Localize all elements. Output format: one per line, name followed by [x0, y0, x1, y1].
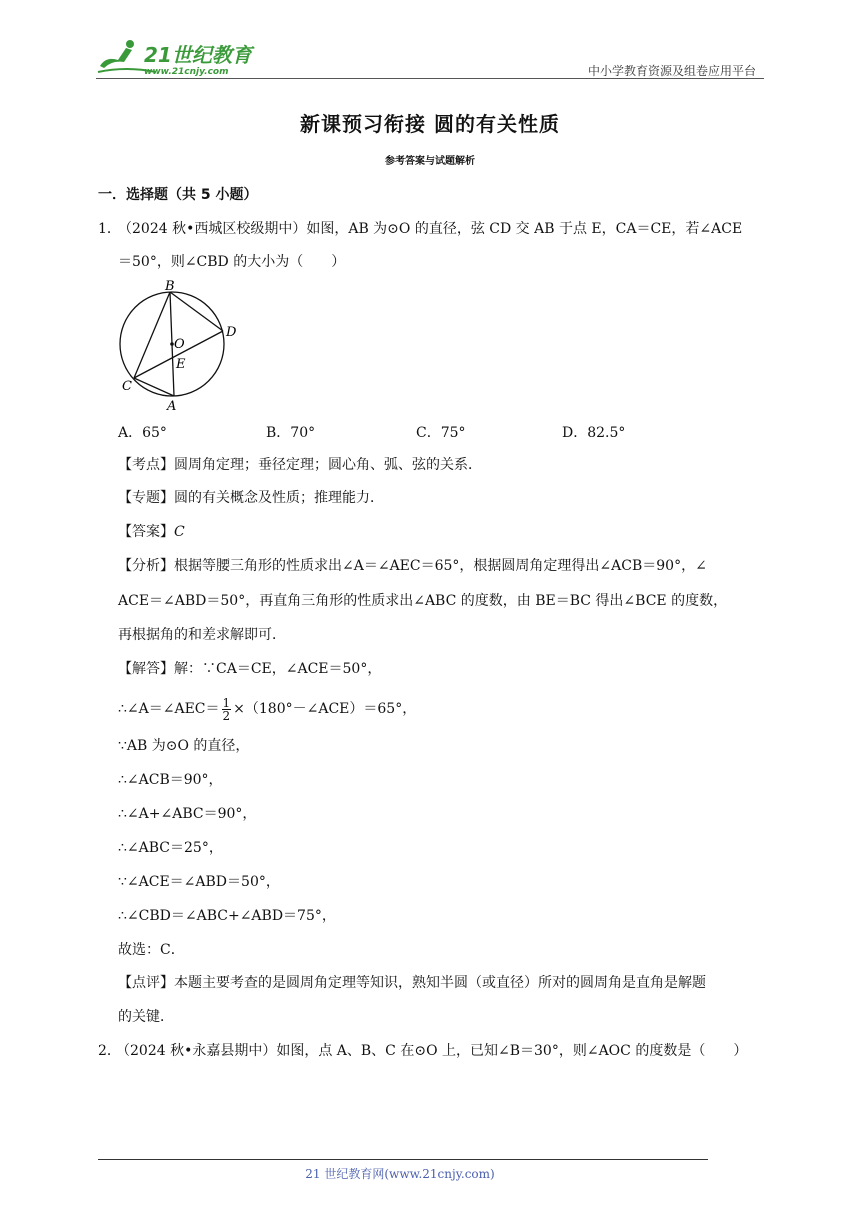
- q1-answer: [118, 523, 185, 541]
- q2-stem: （2024 秋•永嘉县期中）如图，点 A、B、C 在⊙O 上，已知∠B＝30°，则∠AOC 的度数是（ ）: [116, 1043, 748, 1059]
- q1-option-d: D．82.5°: [562, 425, 626, 441]
- section-heading: 一．选择题（共 5 小题）: [98, 187, 258, 203]
- jieda-tag: 【解答】: [118, 661, 174, 677]
- q1-jieda-line8: ∴∠CBD＝∠ABC+∠ABD＝75°，: [118, 908, 336, 924]
- kaodian-tag: 【考点】: [118, 457, 174, 473]
- label-c: C: [122, 379, 132, 394]
- q1-jieda-line3: ∵AB 为⊙O 的直径，: [118, 738, 250, 754]
- q1-jieda-line4: ∴∠ACB＝90°，: [118, 772, 223, 788]
- q1-fenxi-line2: ACE＝∠ABD＝50°，再直角三角形的性质求出∠ABC 的度数，由 BE＝BC 得出∠BCE 的度数，: [118, 593, 728, 609]
- q1-jieda-line6: ∴∠ABC＝25°，: [118, 840, 223, 856]
- label-a: A: [167, 399, 177, 414]
- q1-jieda-line5: ∴∠A+∠ABC＝90°，: [118, 806, 257, 822]
- page-title: 新课预习衔接 圆的有关性质: [300, 112, 560, 136]
- page-header: [96, 36, 764, 80]
- label-o: O: [174, 337, 185, 352]
- q1-jieda-line9: 故选：C．: [118, 942, 185, 958]
- label-b: B: [165, 279, 175, 294]
- q1-fenxi-line3: 再根据角的和差求解即可．: [118, 627, 286, 643]
- q1-option-b: B．70°: [266, 425, 316, 441]
- q1-options: [118, 422, 678, 442]
- dianping-text-1: 本题主要考查的是圆周角定理等知识，熟知半圆（或直径）所对的圆周角是直角是解题: [174, 975, 706, 991]
- q1-number: 1．: [98, 221, 121, 237]
- kaodian-text: 圆周角定理；垂径定理；圆心角、弧、弦的关系．: [174, 457, 482, 473]
- q1-jieda-line2: [118, 694, 416, 724]
- footer-divider: [98, 1159, 708, 1160]
- answer-text: C: [174, 524, 185, 540]
- label-e: E: [176, 357, 186, 372]
- q1-stem-line2: ＝50°，则∠CBD 的大小为（ ）: [118, 254, 346, 270]
- jieda-text-2b: ×（180°－∠ACE）＝65°，: [233, 701, 417, 717]
- q1-circle-figure: [108, 278, 248, 416]
- logo-main-text: 21世纪教育: [144, 43, 252, 67]
- q1-fenxi-line1: [118, 557, 707, 575]
- header-divider: [96, 78, 764, 79]
- jieda-text-1: 解：∵CA＝CE，∠ACE＝50°，: [174, 661, 382, 677]
- footer-link[interactable]: 21 世纪教育网(www.21cnjy.com): [305, 1167, 495, 1181]
- q1-kaodian: [118, 456, 482, 474]
- fraction-numerator: 1: [222, 695, 231, 710]
- jieda-text-2a: ∴∠A＝∠AEC＝: [118, 701, 220, 717]
- q1-option-c: C．75°: [416, 425, 466, 441]
- header-platform-text: 中小学教育资源及组卷应用平台: [587, 64, 756, 78]
- fraction-half: [222, 697, 232, 722]
- q1-dianping-line1: [118, 974, 706, 992]
- answer-tag: 【答案】: [118, 524, 174, 540]
- fenxi-tag: 【分析】: [118, 558, 174, 574]
- q1-stem-line1: （2024 秋•西城区校级期中）如图，AB 为⊙O 的直径，弦 CD 交 AB 于点 E，CA＝CE，若∠ACE: [118, 221, 743, 237]
- logo-21cnjy: [96, 36, 266, 78]
- dianping-tag: 【点评】: [118, 975, 174, 991]
- fenxi-text-1: 根据等腰三角形的性质求出∠A＝∠AEC＝65°，根据圆周角定理得出∠ACB＝90°，∠: [174, 558, 707, 574]
- page-subtitle: 参考答案与试题解析: [385, 156, 475, 167]
- logo-sub-text: www.21cnjy.com: [144, 67, 229, 77]
- q1-zhuanti: [118, 489, 384, 507]
- q2-number: 2．: [98, 1043, 121, 1059]
- q1-jieda-line7: ∵∠ACE＝∠ABD＝50°，: [118, 874, 280, 890]
- q1-option-a: A．65°: [118, 425, 167, 441]
- q1-dianping-line2: 的关键．: [118, 1009, 174, 1025]
- zhuanti-tag: 【专题】: [118, 490, 174, 506]
- fraction-denominator: 2: [222, 708, 231, 723]
- q1-jieda-line1: [118, 660, 381, 678]
- zhuanti-text: 圆的有关概念及性质；推理能力．: [174, 490, 384, 506]
- label-d: D: [226, 325, 237, 340]
